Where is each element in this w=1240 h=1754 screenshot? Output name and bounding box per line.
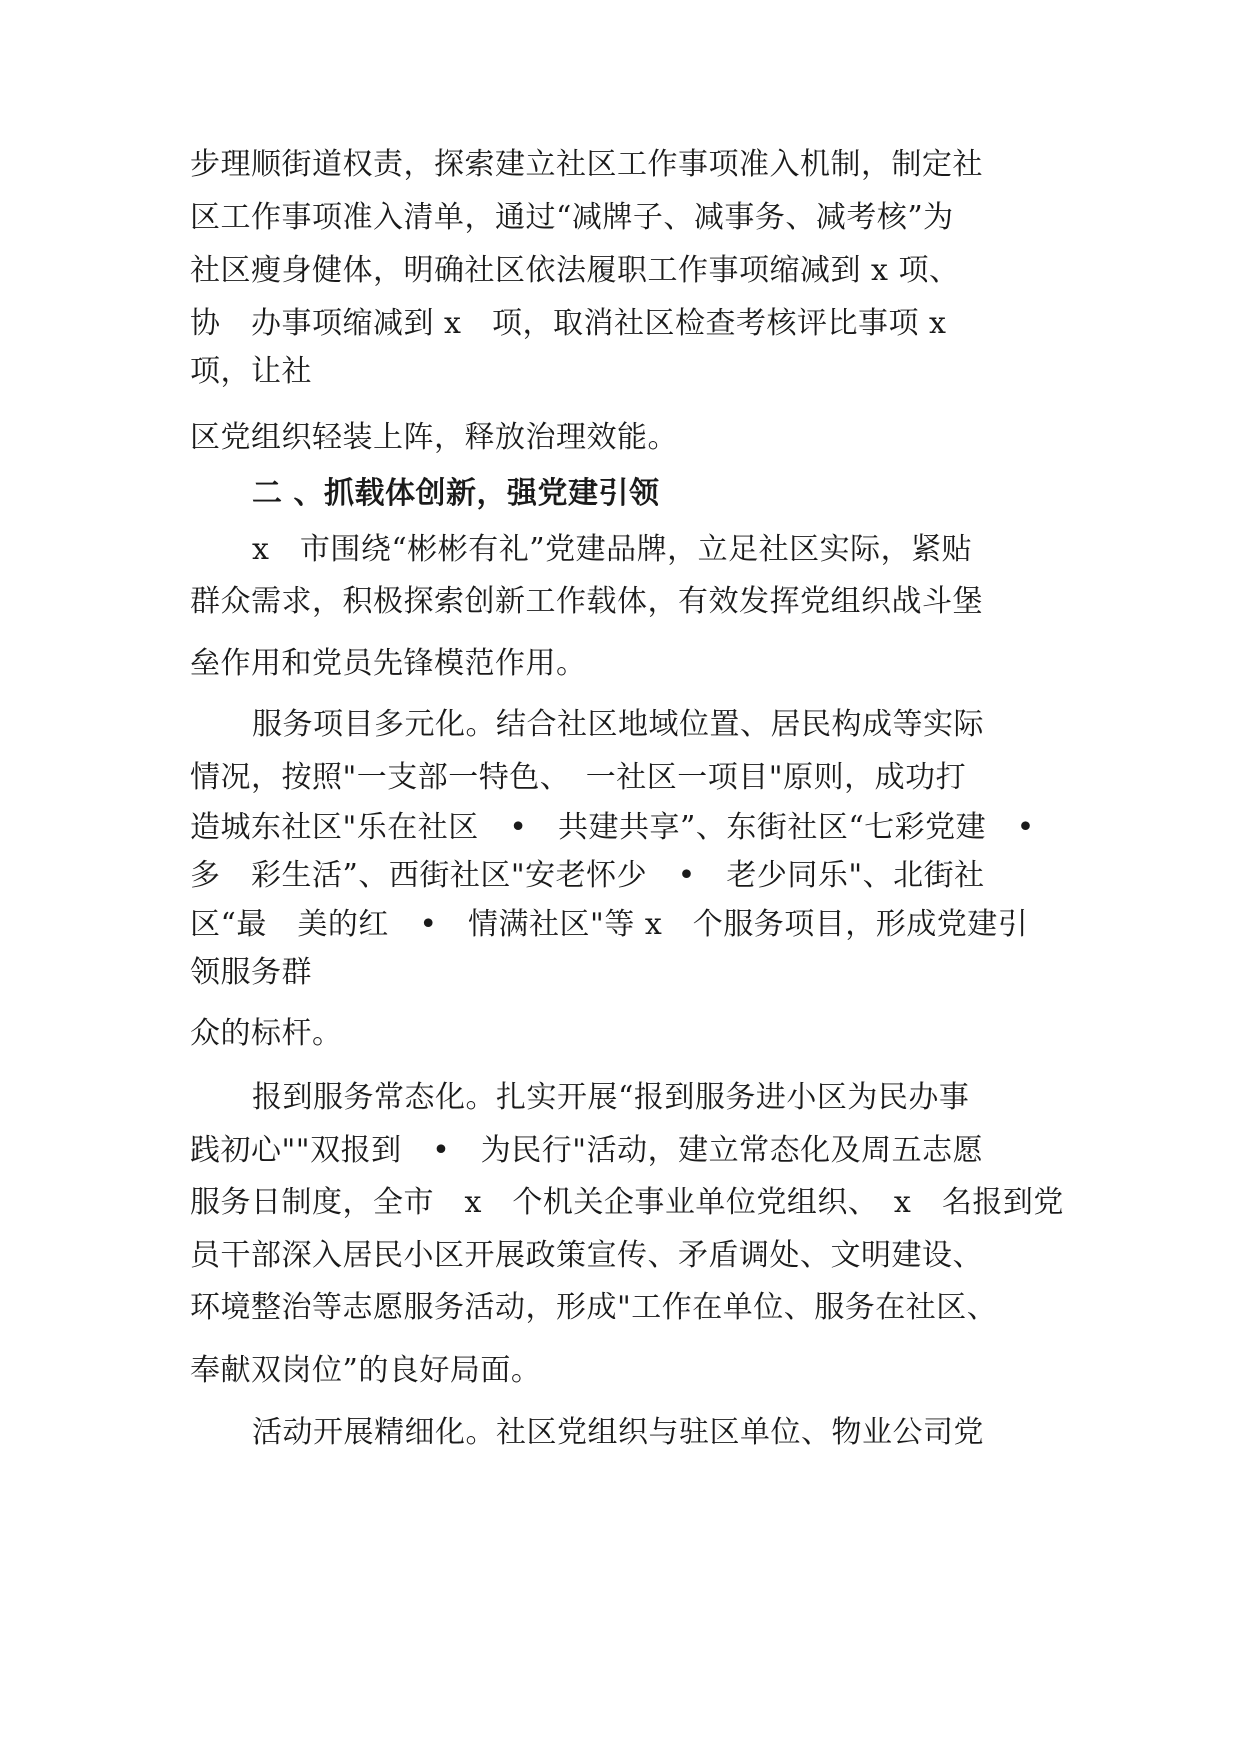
body-text-line: 奉献双岗位”的良好局面。 xyxy=(190,1353,542,1388)
body-text-line: 协 办事项缩减到 x 项，取消社区检查考核评比事项 x xyxy=(190,306,947,341)
body-text-line: 造城东社区"乐在社区 • 共建共享”、东街社区“七彩党建 • xyxy=(190,810,1035,845)
section-heading: 二 、抓载体创新，强党建引领 xyxy=(252,476,660,511)
paragraph-first-line: 活动开展精细化。社区党组织与驻区单位、物业公司党 xyxy=(252,1415,984,1450)
body-text-line: 垒作用和党员先锋模范作用。 xyxy=(190,646,587,681)
body-text-line: 践初心""双报到 • 为民行"活动，建立常态化及周五志愿 xyxy=(190,1133,984,1168)
body-text-line: 服务日制度，全市 x 个机关企事业单位党组织、 x 名报到党 xyxy=(190,1185,1064,1220)
body-text-line: 环境整治等志愿服务活动，形成"工作在单位、服务在社区、 xyxy=(190,1290,998,1325)
body-text-line: 多 彩生活”、西街社区"安老怀少 • 老少同乐"、北街社 xyxy=(190,858,985,893)
body-text-line: 情况，按照"一支部一特色、 一社区一项目"原则，成功打 xyxy=(190,760,967,795)
body-text-line: 员干部深入居民小区开展政策宣传、矛盾调处、文明建设、 xyxy=(190,1238,983,1273)
body-text-line: 步理顺街道权责，探索建立社区工作事项准入机制，制定社 xyxy=(190,147,983,182)
body-text-line: 社区瘦身健体，明确社区依法履职工作事项缩减到 x 项、 xyxy=(190,253,960,288)
body-text-line: 项，让社 xyxy=(190,354,312,389)
paragraph-first-line: x 市围绕“彬彬有礼”党建品牌，立足社区实际，紧贴 xyxy=(252,532,973,567)
body-text-line: 群众需求，积极探索创新工作载体，有效发挥党组织战斗堡 xyxy=(190,584,983,619)
body-text-line: 区工作事项准入清单，通过“减牌子、减事务、减考核”为 xyxy=(190,200,954,235)
body-text-line: 众的标杆。 xyxy=(190,1016,343,1051)
body-text-line: 区“最 美的红 • 情满社区"等 x 个服务项目，形成党建引 xyxy=(190,907,1029,942)
paragraph-first-line: 服务项目多元化。结合社区地域位置、居民构成等实际 xyxy=(252,707,984,742)
body-text-line: 领服务群 xyxy=(190,955,312,990)
body-text-line: 区党组织轻装上阵，释放治理效能。 xyxy=(190,420,678,455)
paragraph-first-line: 报到服务常态化。扎实开展“报到服务进小区为民办事 xyxy=(252,1080,970,1115)
